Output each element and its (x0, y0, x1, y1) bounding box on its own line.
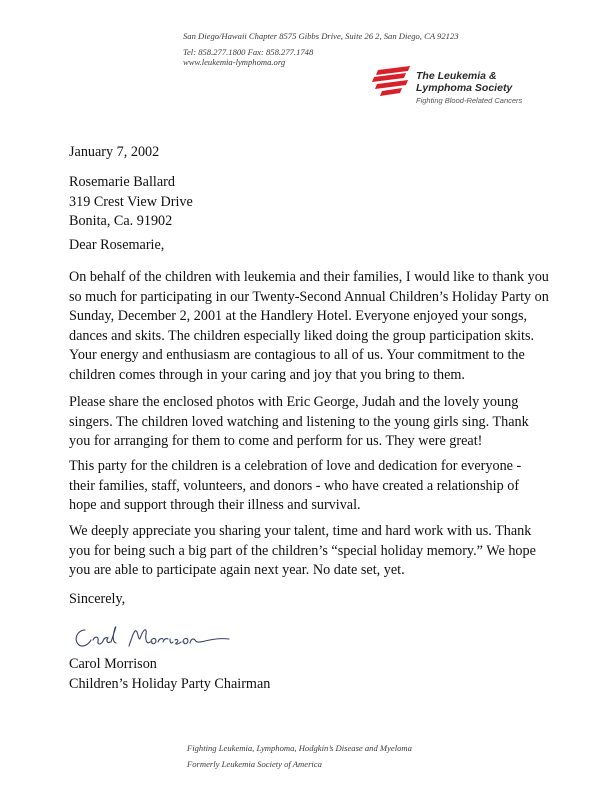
text-line: children comes through in your caring and joy that you bring to them. (69, 366, 465, 383)
recipient-city: Bonita, Ca. 91902 (69, 213, 173, 229)
letter-date: January 7, 2002 (69, 144, 160, 160)
text-line: you are able to participate again next year. No date set, yet. (69, 562, 405, 578)
logo-tagline: Fighting Blood-Related Cancers (416, 96, 523, 105)
paragraph-1 (69, 268, 549, 385)
footer (187, 740, 412, 772)
text-line: On behalf of the children with leukemia and their families, I would like to thank you (69, 269, 549, 285)
paragraph-2 (69, 393, 529, 452)
text-line: Sunday, December 2, 2001 at the Handlery Hotel. Everyone enjoyed your songs, (69, 308, 528, 324)
flame-stripes-icon (372, 64, 414, 98)
recipient-street: 319 Crest View Drive (69, 193, 193, 210)
text-line: This party for the children is a celebration of love and dedication for everyone - (69, 458, 522, 474)
text-line: so much for participating in our Twenty-Second Annual Children’s Holiday Party on (69, 288, 549, 305)
phone-fax: Tel: 858.277.1800 Fax: 858.277.1748 (183, 47, 314, 57)
paragraph-4 (69, 522, 536, 581)
website: www.leukemia-lymphoma.org (183, 57, 286, 67)
recipient-name: Rosemarie Ballard (69, 174, 175, 190)
signer-name: Carol Morrison (69, 656, 157, 672)
footer-mission: Fighting Leukemia, Lymphoma, Hodgkin’s Disease and Myeloma (187, 743, 412, 753)
handwritten-signature (71, 618, 241, 658)
text-line: you for arranging for them to come and perform for us. They were great! (69, 433, 483, 449)
chapter-address: San Diego/Hawaii Chapter 8575 Gibbs Drive, Suite 26 2, San Diego, CA 92123 (183, 31, 459, 41)
recipient-address (69, 173, 193, 232)
signer-block (69, 655, 270, 694)
closing: Sincerely, (69, 591, 126, 607)
salutation: Dear Rosemarie, (69, 237, 165, 253)
letterhead-address (183, 29, 459, 69)
text-line: you for being such a big part of the children’s “special holiday memory.” We hope (69, 542, 536, 559)
signer-title: Children’s Holiday Party Chairman (69, 675, 271, 692)
footer-former-name: Formerly Leukemia Society of America (187, 759, 322, 769)
text-line: dances and skits. The children especially liked doing the group participation skits. (69, 327, 535, 344)
text-line: hope and support through their illness and survival. (69, 497, 361, 513)
text-line: Please share the enclosed photos with Eric George, Judah and the lovely young (69, 394, 519, 410)
text-line: We deeply appreciate you sharing your talent, time and hard work with us. Thank (69, 523, 532, 539)
lls-logo (372, 64, 572, 110)
text-line: singers. The children loved watching and listening to the young girls sing. Thank (69, 413, 529, 430)
text-line: Your energy and enthusiasm are contagious to all of us. Your commitment to the (69, 347, 525, 363)
paragraph-3 (69, 457, 521, 516)
logo-name: The Leukemia & Lymphoma Society (416, 70, 513, 94)
text-line: their families, staff, volunteers, and donors - who have created a relationship of (69, 477, 520, 494)
